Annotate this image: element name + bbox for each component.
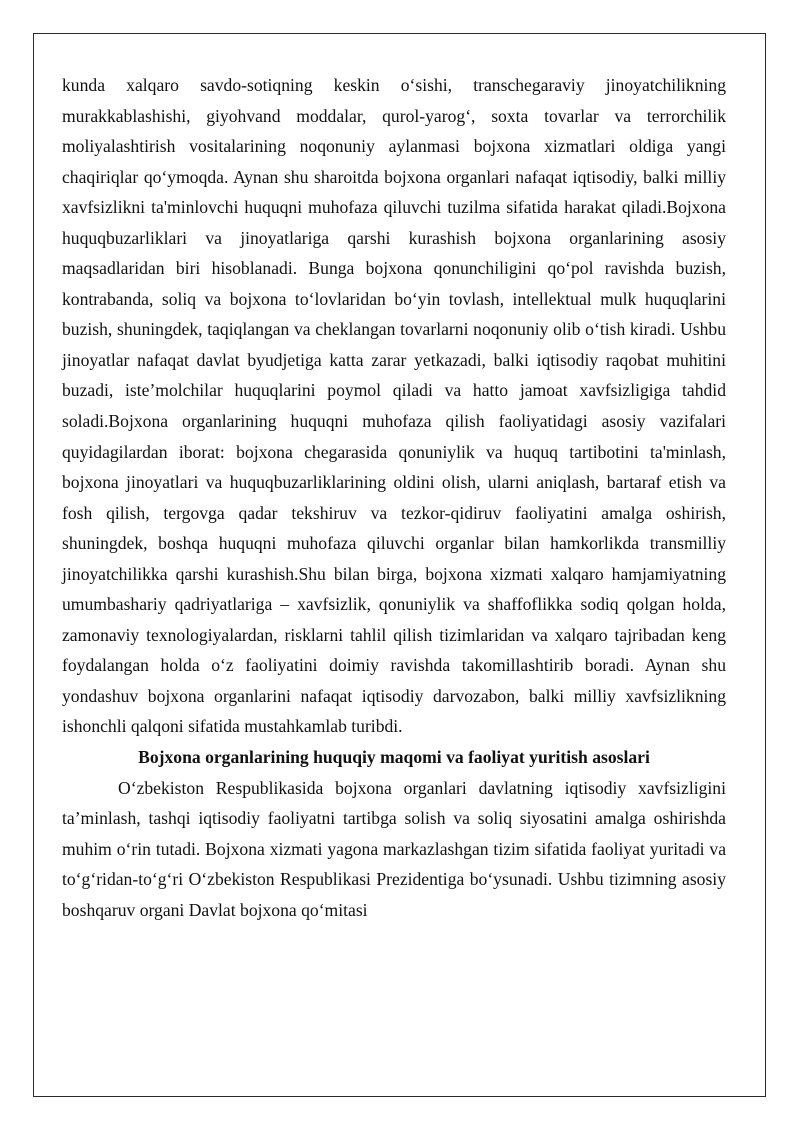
body-paragraph-2: O‘zbekiston Respublikasida bojxona organlari davlatning iqtisodiy xavfsizligini ta’minlash, tashqi iqtisodiy faoliyatni tartibga solish va soliq siyosatini amalga oshirishda muhim o‘rin tutadi. Bojxona xizmati yagona markazlashgan tizim sifatida faoliyat yuritadi va to‘g‘ridan-to‘g‘ri O‘zbekiston Respublikasi Prezidentiga bo‘ysunadi. Ushbu tizimning asosiy boshqaruv organi Davlat bojxona qo‘mitasi <box>62 777 726 920</box>
document-body <box>62 70 726 925</box>
body-paragraph-1: kunda xalqaro savdo-sotiqning keskin o‘sishi, transchegaraviy jinoyatchilikning murakkablashishi, giyohvand moddalar, qurol-yarog‘, soxta tovarlar va terrorchilik moliyalashtirish vositalarining noqonuniy aylanmasi bojxona xizmatlari oldiga yangi chaqiriqlar qo‘ymoqda. Aynan shu sharoitda bojxona organlari nafaqat iqtisodiy, balki milliy xavfsizlikni ta'minlovchi huquqni muhofaza qiluvchi tuzilma sifatida harakat qiladi.Bojxona huquqbuzarliklari va jinoyatlariga qarshi kurashish bojxona organlarining asosiy maqsadlaridan biri hisoblanadi. Bunga bojxona qonunchiligini qo‘pol ravishda buzish, kontrabanda, soliq va bojxona to‘lovlaridan bo‘yin tovlash, intellektual mulk huquqlarini buzish, shuningdek, taqiqlangan va cheklangan tovarlarni noqonuniy olib o‘tish kiradi. Ushbu jinoyatlar nafaqat davlat byudjetiga katta zarar yetkazadi, balki iqtisodiy raqobat muhitini buzadi, iste’molchilar huquqlarini poymol qiladi va hatto jamoat xavfsizligiga tahdid soladi.Bojxona organlarining huquqni muhofaza qilish faoliyatidagi asosiy vazifalari quyidagilardan iborat: bojxona chegarasida qonuniylik va huquq tartibotini ta'minlash, bojxona jinoyatlari va huquqbuzarliklarining oldini olish, ularni aniqlash, bartaraf etish va fosh qilish, tergovga qadar tekshiruv va tezkor-qidiruv faoliyatini amalga oshirish, shuningdek, boshqa huquqni muhofaza qiluvchi organlar bilan hamkorlikda transmilliy jinoyatchilikka qarshi kurashish.Shu bilan birga, bojxona xizmati xalqaro hamjamiyatning umumbashariy qadriyatlariga – xavfsizlik, qonuniylik va shaffoflikka sodiq qolgan holda, zamonaviy texnologiyalardan, risklarni tahlil qilish tizimlaridan va xalqaro tajribadan keng foydalangan holda o‘z faoliyatini doimiy ravishda takomillashtirib boradi. Aynan shu yondashuv bojxona organlarini nafaqat iqtisodiy darvozabon, balki milliy xavfsizlikning ishonchli qalqoni sifatida mustahkamlab turibdi. <box>62 75 726 737</box>
section-heading: Bojxona organlarining huquqiy maqomi va faoliyat yuritish asoslari <box>138 747 650 768</box>
